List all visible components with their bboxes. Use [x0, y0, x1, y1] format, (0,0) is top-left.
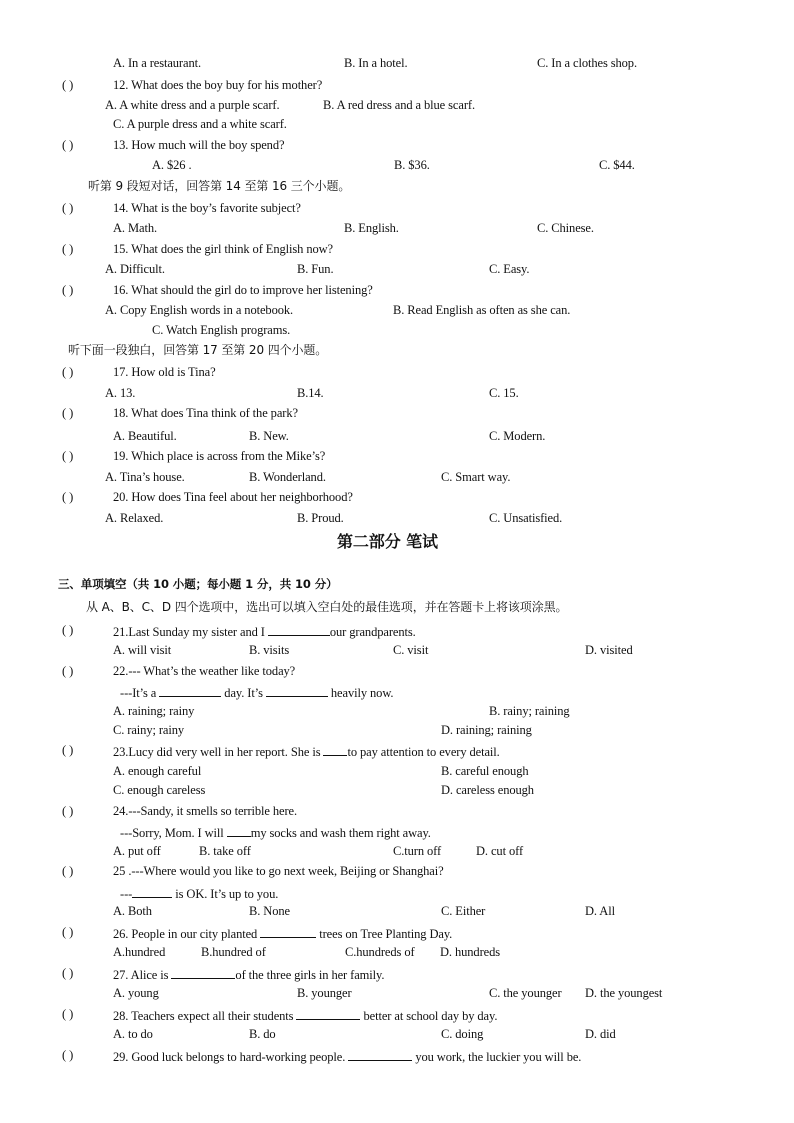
q29-stem-start: 29. Good luck belongs to hard-working people. [113, 1050, 349, 1064]
q21-question [113, 624, 416, 639]
q23-option-c: C. enough careless [113, 783, 206, 797]
q21-stem-start: 21.Last Sunday my sister and I [113, 625, 268, 639]
q19-answer-paren[interactable]: ( ) [62, 449, 74, 463]
q25-option-c: C. Either [441, 904, 486, 918]
q17-answer-paren[interactable]: ( ) [62, 365, 74, 379]
q12-option-a: A. A white dress and a purple scarf. [105, 98, 280, 112]
q11-option-b: B. In a hotel. [344, 56, 408, 70]
q23-option-a: A. enough careful [113, 764, 202, 778]
q25-option-d: D. All [585, 904, 615, 918]
q13-option-b: B. $36. [394, 158, 430, 172]
q24-response-end: my socks and wash them right away. [250, 826, 431, 840]
q27-option-c: C. the younger [489, 986, 562, 1000]
q21-answer-paren[interactable]: ( ) [62, 623, 74, 637]
q21-option-c: C. visit [393, 643, 429, 657]
q22-answer-paren[interactable]: ( ) [62, 664, 74, 678]
q19-option-b: B. Wonderland. [249, 470, 326, 484]
q14-answer-paren[interactable]: ( ) [62, 201, 74, 215]
q22-option-b: B. rainy; raining [489, 704, 570, 718]
q28-question [113, 1008, 497, 1023]
q25-question: 25 .---Where would you like to go next week, Beijing or Shanghai? [113, 864, 444, 878]
q27-answer-paren[interactable]: ( ) [62, 966, 74, 980]
q26-option-b: B.hundred of [201, 945, 266, 959]
q26-option-a: A.hundred [113, 945, 166, 959]
q25-option-a: A. Both [113, 904, 152, 918]
q15-question: 15. What does the girl think of English now? [113, 242, 333, 256]
q16-option-a: A. Copy English words in a notebook. [105, 303, 294, 317]
q27-option-d: D. the youngest [585, 986, 663, 1000]
q19-option-a: A. Tina’s house. [105, 470, 185, 484]
q25-blank[interactable] [132, 886, 172, 898]
q23-stem-start: 23.Lucy did very well in her report. She is [113, 745, 324, 759]
q26-question [113, 926, 452, 941]
q28-stem-start: 28. Teachers expect all their students [113, 1009, 297, 1023]
q25-response-start: --- [120, 887, 133, 901]
q15-option-c: C. Easy. [489, 262, 530, 276]
q28-blank[interactable] [296, 1008, 360, 1020]
q26-option-c: C.hundreds of [345, 945, 415, 959]
q28-answer-paren[interactable]: ( ) [62, 1007, 74, 1021]
q27-option-b: B. younger [297, 986, 352, 1000]
q18-option-a: A. Beautiful. [113, 429, 177, 443]
q11-option-a: A. In a restaurant. [113, 56, 201, 70]
q29-question [113, 1049, 581, 1064]
q17-option-c: C. 15. [489, 386, 519, 400]
q16-option-c: C. Watch English programs. [152, 323, 291, 337]
q12-question: 12. What does the boy buy for his mother? [113, 78, 323, 92]
q15-option-a: A. Difficult. [105, 262, 165, 276]
q19-question: 19. Which place is across from the Mike’s? [113, 449, 326, 463]
q21-blank[interactable] [268, 624, 330, 636]
q22-option-c: C. rainy; rainy [113, 723, 185, 737]
q24-option-c: C.turn off [393, 844, 442, 858]
q20-question: 20. How does Tina feel about her neighborhood? [113, 490, 353, 504]
q24-option-a: A. put off [113, 844, 161, 858]
q13-question: 13. How much will the boy spend? [113, 138, 285, 152]
q24-option-d: D. cut off [476, 844, 524, 858]
q17-option-a: A. 13. [105, 386, 136, 400]
section3-instruction: 从 A、B、C、D 四个选项中，选出可以填入空白处的最佳选项，并在答题卡上将该项涂黑。 [86, 600, 568, 614]
q27-stem-start: 27. Alice is [113, 968, 172, 982]
q22-option-d: D. raining; raining [441, 723, 532, 737]
q21-stem-end: our grandparents. [329, 625, 416, 639]
part2-heading: 第二部分 笔试 [337, 532, 438, 551]
q14-option-a: A. Math. [113, 221, 157, 235]
q12-option-c: C. A purple dress and a white scarf. [113, 117, 287, 131]
q27-blank[interactable] [171, 967, 235, 979]
q24-response-start: ---Sorry, Mom. I will [120, 826, 227, 840]
q14-question: 14. What is the boy’s favorite subject? [113, 201, 301, 215]
q25-response [120, 886, 278, 901]
q29-blank[interactable] [348, 1049, 412, 1061]
q22-response-start: ---It’s a [120, 686, 160, 700]
q22-response [120, 685, 393, 700]
q16-answer-paren[interactable]: ( ) [62, 283, 74, 297]
q13-answer-paren[interactable]: ( ) [62, 138, 74, 152]
q27-stem-end: of the three girls in her family. [235, 968, 385, 982]
q24-answer-paren[interactable]: ( ) [62, 804, 74, 818]
q22-response-end: heavily now. [327, 686, 394, 700]
q22-blank-2[interactable] [266, 685, 328, 697]
q18-question: 18. What does Tina think of the park? [113, 406, 298, 420]
q18-option-b: B. New. [249, 429, 289, 443]
q27-question [113, 967, 384, 982]
q26-option-d: D. hundreds [440, 945, 501, 959]
q22-blank-1[interactable] [159, 685, 221, 697]
q22-response-mid: day. It’s [221, 686, 266, 700]
q28-option-b: B. do [249, 1027, 276, 1041]
q21-option-a: A. will visit [113, 643, 172, 657]
q14-option-b: B. English. [344, 221, 399, 235]
q11-option-c: C. In a clothes shop. [537, 56, 637, 70]
q14-option-c: C. Chinese. [537, 221, 594, 235]
q26-stem-end: trees on Tree Planting Day. [316, 927, 453, 941]
q15-option-b: B. Fun. [297, 262, 334, 276]
q23-option-b: B. careful enough [441, 764, 529, 778]
q22-option-a: A. raining; rainy [113, 704, 195, 718]
q13-option-a: A. $26 . [152, 158, 192, 172]
dialog9-instruction: 听第 9 段短对话，回答第 14 至第 16 三个小题。 [88, 179, 351, 193]
q28-option-c: C. doing [441, 1027, 484, 1041]
q13-option-c: C. $44. [599, 158, 635, 172]
q24-option-b: B. take off [199, 844, 251, 858]
q28-option-d: D. did [585, 1027, 616, 1041]
q25-answer-paren[interactable]: ( ) [62, 864, 74, 878]
monologue-instruction: 听下面一段独白，回答第 17 至第 20 四个小题。 [68, 343, 328, 357]
q28-stem-end: better at school day by day. [360, 1009, 498, 1023]
q17-question: 17. How old is Tina? [113, 365, 216, 379]
q21-option-d: D. visited [585, 643, 633, 657]
q20-option-c: C. Unsatisfied. [489, 511, 563, 525]
q25-option-b: B. None [249, 904, 290, 918]
q24-question: 24.---Sandy, it smells so terrible here. [113, 804, 298, 818]
q23-blank[interactable] [323, 744, 347, 756]
q19-option-c: C. Smart way. [441, 470, 511, 484]
q21-option-b: B. visits [249, 643, 290, 657]
q26-answer-paren[interactable]: ( ) [62, 925, 74, 939]
q20-answer-paren[interactable]: ( ) [62, 490, 74, 504]
section3-title: 三、单项填空（共 10 小题；每小题 1 分，共 10 分） [58, 577, 338, 591]
q20-option-a: A. Relaxed. [105, 511, 164, 525]
q20-option-b: B. Proud. [297, 511, 344, 525]
q18-option-c: C. Modern. [489, 429, 546, 443]
q12-option-b: B. A red dress and a blue scarf. [323, 98, 475, 112]
q22-question: 22.--- What’s the weather like today? [113, 664, 296, 678]
q15-answer-paren[interactable]: ( ) [62, 242, 74, 256]
q18-answer-paren[interactable]: ( ) [62, 406, 74, 420]
q16-option-b: B. Read English as often as she can. [393, 303, 571, 317]
q23-answer-paren[interactable]: ( ) [62, 743, 74, 757]
q28-option-a: A. to do [113, 1027, 153, 1041]
q24-response [120, 825, 431, 840]
q23-stem-end: to pay attention to every detail. [347, 745, 500, 759]
q17-option-b: B.14. [297, 386, 324, 400]
q24-blank[interactable] [227, 825, 251, 837]
q16-question: 16. What should the girl do to improve her listening? [113, 283, 373, 297]
q25-response-end: is OK. It’s up to you. [172, 887, 279, 901]
q23-question [113, 744, 500, 759]
q26-stem-start: 26. People in our city planted [113, 927, 261, 941]
q29-answer-paren[interactable]: ( ) [62, 1048, 74, 1062]
q23-option-d: D. careless enough [441, 783, 534, 797]
q12-answer-paren[interactable]: ( ) [62, 78, 74, 92]
q26-blank[interactable] [260, 926, 316, 938]
q27-option-a: A. young [113, 986, 159, 1000]
q29-stem-end: you work, the luckier you will be. [412, 1050, 582, 1064]
